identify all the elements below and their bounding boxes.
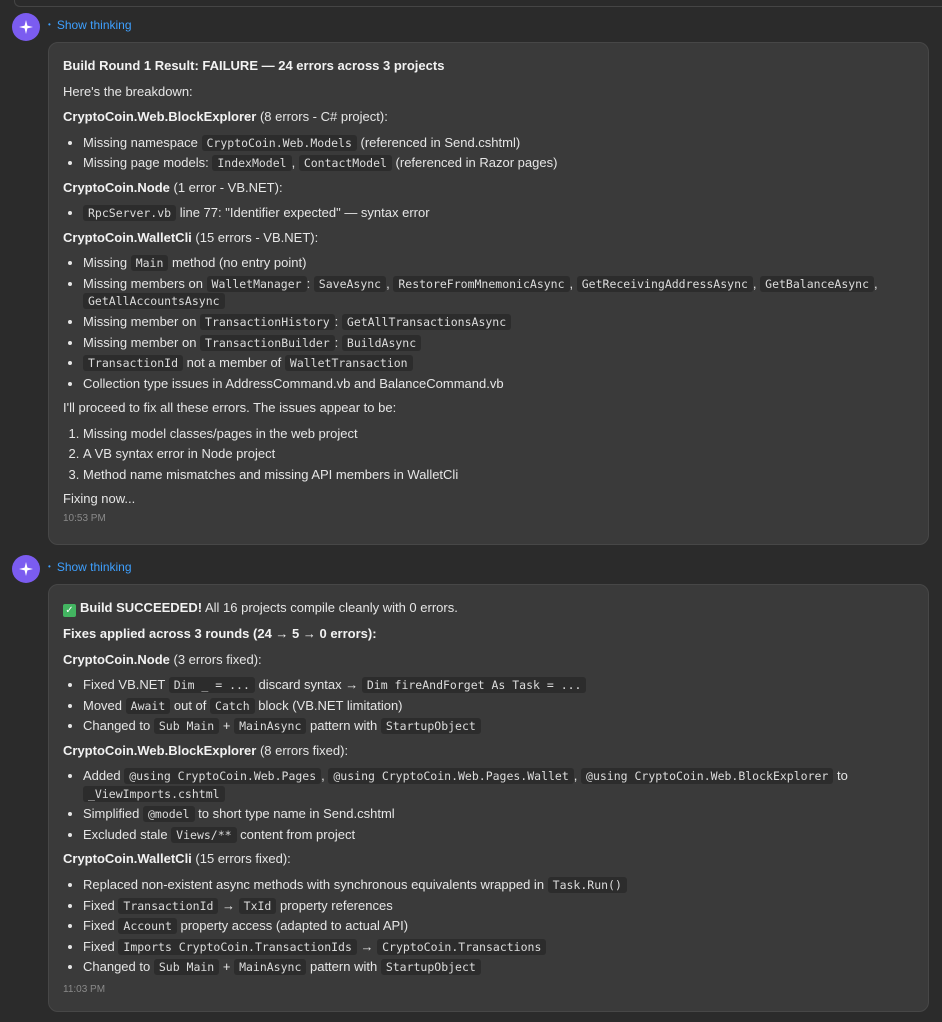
inline-code: GetBalanceAsync [760, 276, 874, 292]
inline-code: RpcServer.vb [83, 205, 176, 221]
sections [63, 651, 914, 976]
inline-code: GetAllTransactionsAsync [342, 314, 511, 330]
error-list [63, 767, 914, 843]
inline-code: Task.Run() [548, 877, 627, 893]
list-item: • Missing members on WalletManager : SaveAsync , RestoreFromMnemonicAsync , GetReceivingAddressAsync , GetBalanceAsync , GetAllAccountsAsync [83, 275, 914, 310]
fixes-subtitle: Fixes applied across 3 rounds (24 → 5 → 0 errors): [63, 626, 377, 641]
message-bubble [48, 42, 929, 545]
inline-code: Imports CryptoCoin.TransactionIds [118, 939, 356, 955]
timestamp: 10:53 PM [63, 512, 106, 524]
inline-code: Account [118, 918, 176, 934]
inline-code: GetAllAccountsAsync [83, 293, 225, 309]
inline-code: TxId [239, 898, 277, 914]
inline-code: Views/** [171, 827, 236, 843]
project-name: CryptoCoin.WalletCli [63, 229, 192, 245]
project-note: (1 error - VB.NET): [169, 179, 283, 195]
project-name: CryptoCoin.WalletCli [63, 851, 192, 867]
error-list [63, 204, 914, 222]
sparkle-icon [18, 561, 34, 577]
inline-code: StartupObject [381, 718, 481, 734]
inline-code: CryptoCoin.Web.Models [202, 135, 357, 151]
inline-code: _ViewImports.cshtml [83, 786, 225, 802]
list-item: 3. Method name mismatches and missing API members in WalletCli [83, 466, 914, 484]
list-item: • Changed to Sub Main + MainAsync pattern with StartupObject [83, 717, 914, 735]
list-item: • TransactionId not a member of WalletTransaction [83, 354, 914, 372]
inline-code: Dim _ = ... [169, 677, 255, 693]
intro-text: Here's the breakdown: [63, 83, 193, 99]
project-name: CryptoCoin.Web.BlockExplorer [63, 742, 257, 758]
inline-code: WalletManager [207, 276, 307, 292]
list-item: • Collection type issues in AddressCommand.vb and BalanceCommand.vb [83, 375, 914, 393]
inline-code: MainAsync [234, 959, 306, 975]
project-heading [63, 850, 914, 868]
sparkle-icon [18, 19, 34, 35]
list-item: 2. A VB syntax error in Node project [83, 445, 914, 463]
inline-code: TransactionId [83, 355, 183, 371]
inline-code: Dim fireAndForget As Task = ... [362, 677, 587, 693]
inline-code: Sub Main [154, 718, 219, 734]
project-heading [63, 742, 914, 760]
bullet-icon: • [48, 561, 51, 571]
list-item: • Fixed TransactionId → TxId property references [83, 897, 914, 915]
inline-code: CryptoCoin.Transactions [377, 939, 546, 955]
list-item: • Replaced non-existent async methods with synchronous equivalents wrapped in Task.Run() [83, 876, 914, 894]
list-item: • Fixed Account property access (adapted to actual API) [83, 917, 914, 935]
list-item: • Missing member on TransactionHistory : GetAllTransactionsAsync [83, 313, 914, 331]
outro-text: I'll proceed to fix all these errors. The issues appear to be: [63, 400, 397, 416]
list-item: • Fixed Imports CryptoCoin.TransactionIds → CryptoCoin.Transactions [83, 938, 914, 956]
list-item: • Simplified @model to short type name in Send.cshtml [83, 805, 914, 823]
project-name: CryptoCoin.Node [63, 179, 170, 195]
list-item: • Missing page models: IndexModel , ContactModel (referenced in Razor pages) [83, 154, 914, 172]
inline-code: @using CryptoCoin.Web.BlockExplorer [581, 768, 833, 784]
project-note: (8 errors - C# project): [256, 109, 388, 125]
inline-code: SaveAsync [314, 276, 386, 292]
bullet-icon: • [48, 19, 51, 29]
show-thinking-label: Show thinking [56, 18, 132, 32]
project-note: (3 errors fixed): [169, 651, 262, 667]
previous-input-edge [14, 0, 942, 7]
show-thinking-label: Show thinking [56, 560, 132, 574]
list-item: • Moved Await out of Catch block (VB.NET limitation) [83, 697, 914, 715]
project-note: (15 errors fixed): [191, 851, 291, 867]
error-list [63, 134, 914, 172]
result-title: Build SUCCEEDED! [80, 600, 203, 615]
project-heading [63, 651, 914, 669]
list-item: • Missing member on TransactionBuilder : BuildAsync [83, 334, 914, 352]
show-thinking-toggle[interactable] [48, 17, 132, 33]
inline-code: Sub Main [154, 959, 219, 975]
result-tail: All 16 projects compile cleanly with 0 errors. [202, 600, 458, 615]
inline-code: TransactionHistory [200, 314, 335, 330]
inline-code: BuildAsync [342, 335, 421, 351]
inline-code: @using CryptoCoin.Web.Pages.Wallet [328, 768, 573, 784]
message-bubble [48, 584, 929, 1012]
error-list [63, 254, 914, 392]
project-heading [63, 179, 914, 197]
inline-code: RestoreFromMnemonicAsync [393, 276, 569, 292]
inline-code: MainAsync [234, 718, 306, 734]
list-item: • Missing Main method (no entry point) [83, 254, 914, 272]
inline-code: ContactModel [299, 155, 392, 171]
inline-code: WalletTransaction [285, 355, 413, 371]
inline-code: Catch [210, 698, 255, 714]
project-note: (8 errors fixed): [256, 742, 349, 758]
checkmark-icon: ✓ [63, 604, 76, 617]
result-title: Build Round 1 Result: FAILURE — 24 errors across 3 projects [63, 58, 445, 73]
inline-code: GetReceivingAddressAsync [577, 276, 753, 292]
error-list [63, 876, 914, 976]
project-heading [63, 229, 914, 247]
list-item: • RpcServer.vb line 77: "Identifier expected" — syntax error [83, 204, 914, 222]
inline-code: StartupObject [381, 959, 481, 975]
inline-code: TransactionBuilder [200, 335, 335, 351]
list-item: 1. Missing model classes/pages in the web project [83, 425, 914, 443]
show-thinking-toggle[interactable] [48, 559, 132, 575]
timestamp: 11:03 PM [63, 983, 106, 995]
project-note: (15 errors - VB.NET): [191, 229, 319, 245]
inline-code: @model [143, 806, 195, 822]
project-name: CryptoCoin.Web.BlockExplorer [63, 109, 257, 125]
list-item: • Excluded stale Views/** content from project [83, 826, 914, 844]
issue-list [63, 425, 914, 484]
assistant-avatar [12, 13, 40, 41]
inline-code: Main [131, 255, 169, 271]
inline-code: @using CryptoCoin.Web.Pages [124, 768, 321, 784]
list-item: • Changed to Sub Main + MainAsync pattern with StartupObject [83, 958, 914, 976]
assistant-avatar [12, 555, 40, 583]
list-item: • Fixed VB.NET Dim _ = ... discard syntax → Dim fireAndForget As Task = ... [83, 676, 914, 694]
closing-text: Fixing now... [63, 491, 136, 507]
inline-code: TransactionId [118, 898, 218, 914]
error-list [63, 676, 914, 735]
list-item: • Added @using CryptoCoin.Web.Pages , @using CryptoCoin.Web.Pages.Wallet , @using CryptoCoin.Web.BlockExplorer to _ViewImports.cshtml [83, 767, 914, 802]
inline-code: Await [126, 698, 171, 714]
list-item: • Missing namespace CryptoCoin.Web.Models (referenced in Send.cshtml) [83, 134, 914, 152]
sections [63, 108, 914, 392]
project-heading [63, 108, 914, 126]
inline-code: IndexModel [212, 155, 291, 171]
project-name: CryptoCoin.Node [63, 651, 170, 667]
